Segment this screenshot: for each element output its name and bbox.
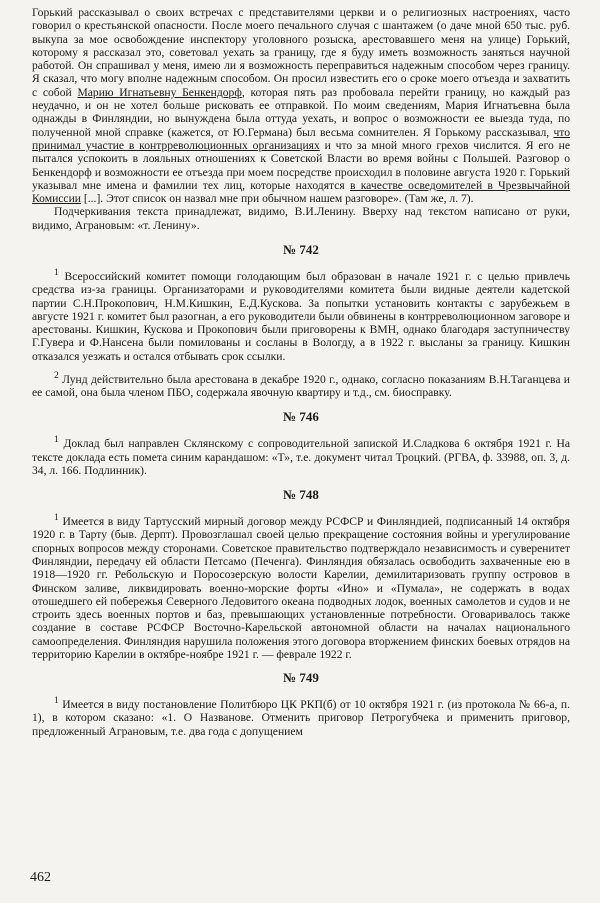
section-heading-746: № 746 <box>283 409 319 425</box>
footnote-742-1: $^1$ Всероссийский комитет помощи голодающим был образован в начале 1921 г. с целью привлечь средства из-за границы. Организаторами и руководителями комитета были видные деятели кадетской партии С.Н.Прокопович, Н.М.Кишкин, Е.Д.Кускова. За попытки установить контакты с зарубежьем в августе 1921 г. комитет был разогнан, а его руководители были обвинены в контрреволюционном заговоре и арестованы. Кишкин, Кускова и Прокопович были приговорены к ВМН, однако благодаря заступничеству Г.Гувера и Ф.Нансена были помилованы и сосланы в Вологду, а в 1922 г. высланы за границу. Кишкин отказался уезжать и остался отбывать срок ссылки. <box>32 267 570 363</box>
footnote-marker: 1 <box>54 267 59 279</box>
underlined-phrase: Марию Игнатьевну Бенкендорф <box>77 85 242 99</box>
editor-note: Подчеркивания текста принадлежат, видимо, В.И.Ленину. Вверху над текстом написано от руки, видимо, Аграновым: «т. Ленину». <box>32 205 570 232</box>
section-heading-749: № 749 <box>283 670 319 686</box>
footnote-742-2: $^2$ Лунд действительно была арестована в декабре 1920 г., однако, согласно показаниям В.Н.Таганцева и ее самой, она была членом ПБО, содержала явочную квартиру и т.д., см. биосправку. <box>32 369 570 400</box>
footnote-marker: 2 <box>54 369 59 381</box>
footnote-746-1: $^1$ Доклад был направлен Склянскому с сопроводительной запиской И.Сладкова 6 октября 1921 г. На тексте доклада есть помета синим карандашом: «Т», т.е. документ читал Троцкий. (РГВА, ф. 33988, оп. 3, д. 34, л. 166. Подлинник). <box>32 434 570 477</box>
footnote-marker: 1 <box>54 434 59 446</box>
footnote-marker: 1 <box>54 512 59 524</box>
opening-paragraph: Горький рассказывал о своих встречах с представителями церкви и о религиозных настроениях, часто говорил о крестьянской опасности. После моего печального случая с шантажем (о даче мной 650 тыс. руб. выкупа за мое освобождение инспектору уголовного розыска, арестовавшего меня на улице) Горький, которому я рассказал это, советовал уехать за границу, где я буду иметь возможность заняться научной работой. Он спрашивал у меня, имею ли я возможность переправиться надежным способом через границу. Я сказал, что могу вполне надежным способом. Он просил известить его о сроке моего отъезда и захватить с собой Марию Игнатьевну Бенкендорф, которая пять раз пробовала перейти границу, но каждый раз неудачно, и он не хотел больше рисковать ее отправкой. По моим сведениям, Мария Игнатьевна была однажды в Финляндии, но вынуждена была оттуда уехать, и вопрос о возможности ее выезда туда, по полученной мной справке (кажется, от Ю.Германа) был весьма сомнителен. Я Горькому рассказывал, что принимал участие в контрреволюционных организациях и что за мной много грехов числится. Я его не пытался успокоить в лояльных отношениях к Советской Власти во время войны с Польшей. Разговор о Бенкендорф и возможности ее отъезда при моем посредстве происходил в половине августа 1920 г. Горький указывал мне имена и фамилии тех лиц, которые находятся в качестве осведомителей в Чрезвычайной Комиссии [...]. Этот список он назвал мне при обычном нашем разговоре». (Там же, л. 7). <box>32 6 570 206</box>
footnote-749-1: $^1$ Имеется в виду постановление Политбюро ЦК РКП(б) от 10 октября 1921 г. (из протокола № 66-а, п. 1), в котором сказано: «1. О Названове. Отменить приговор Петрогубчека и применить приговор, предложенный Аграновым, т.е. два года с допущением <box>32 695 570 738</box>
underlined-phrase: что принимал участие в контрреволюционных организациях <box>32 125 570 152</box>
page-number: 462 <box>30 870 51 885</box>
page-body <box>32 6 570 738</box>
footnote-marker: 1 <box>54 695 59 707</box>
section-heading-748: № 748 <box>283 487 319 503</box>
underlined-phrase: в качестве осведомителей в Чрезвычайной Комиссии <box>32 178 570 206</box>
footnote-748-1: $^1$ Имеется в виду Тартусский мирный договор между РСФСР и Финляндией, подписанный 14 октября 1920 г. в Тарту (быв. Дерпт). Провозглашал своей целью прекращение состояния войны и урегулирование спорных вопросов между сторонами. Советское правительство подтверждало независимость и суверенитет Финляндии, передачу ей области Петсамо (Печенга). Финляндия обязалась освободить захваченные ею в 1918—1920 гг. Ребольскую и Поросозерскую волости Карелии, демилитаризовать группу островов в Финском заливе, ликвидировать военно-морские форты «Ино» и «Пумала», не содержать в водах отошедшего ей побережья Северного Ледовитого океана подводных лодок, военных самолетов и судов и не строить здесь военных портов и баз, превышающих установленные потребности. Оговаривалось также создание в составе РСФСР Восточно-Карельской автономной области на началах национального самоопределения. Финляндия нарушила положения этого договора вторжением финских боевых отрядов на территорию Карелии в октябре-ноябре 1921 г. — феврале 1922 г. <box>32 512 570 662</box>
section-heading-742: № 742 <box>283 242 319 258</box>
